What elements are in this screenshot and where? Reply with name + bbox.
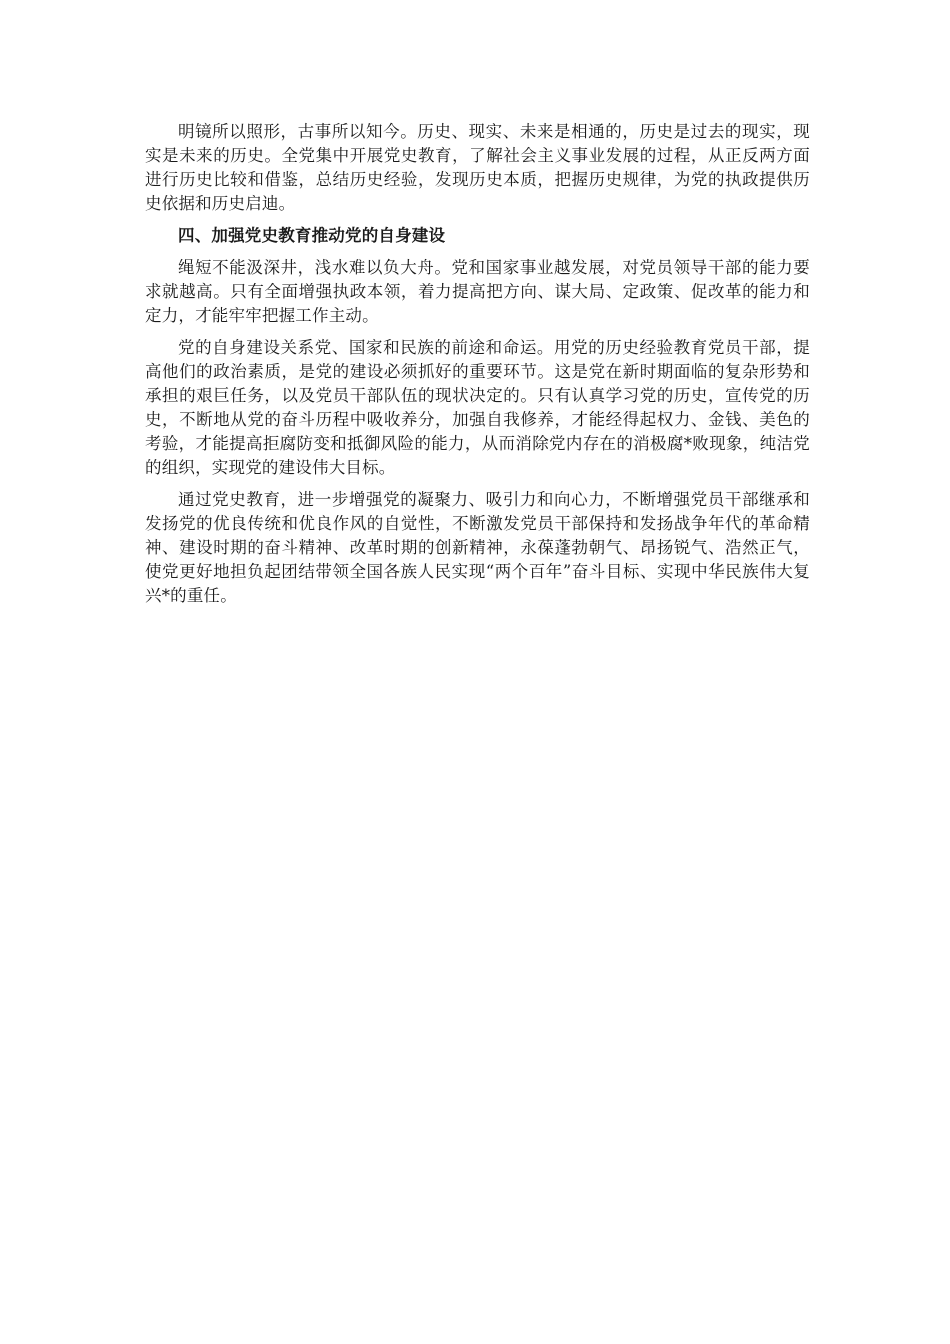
paragraph-self-building: 党的自身建设关系党、国家和民族的前途和命运。用党的历史经验教育党员干部，提高他们的政治素质，是党的建设必须抓好的重要环节。这是党在新时期面临的复杂形势和承担的艰巨任务，以及党员干部队伍的现状决定的。只有认真学习党的历史，宣传党的历史，不断地从党的奋斗历程中吸收养分，加强自我修养，才能经得起权力、金钱、美色的考验，才能提高拒腐防变和抵御风险的能力，从而消除党内存在的消极腐*败现象，纯洁党的组织，实现党的建设伟大目标。 <box>145 338 810 477</box>
paragraph-history-mirror: 明镜所以照形，古事所以知今。历史、现实、未来是相通的，历史是过去的现实，现实是未来的历史。全党集中开展党史教育，了解社会主义事业发展的过程，从正反两方面进行历史比较和借鉴，总结历史经验，发现历史本质，把握历史规律，为党的执政提供历史依据和历史启迪。 <box>145 122 810 213</box>
document-page <box>145 120 810 616</box>
paragraph-capability: 绳短不能汲深井，浅水难以负大舟。党和国家事业越发展，对党员领导干部的能力要求就越高。只有全面增强执政本领，着力提高把方向、谋大局、定政策、促改革的能力和定力，才能牢牢把握工作主动。 <box>145 258 810 325</box>
section-heading-four: 四、加强党史教育推动党的自身建设 <box>178 226 446 245</box>
paragraph-education-goal: 通过党史教育，进一步增强党的凝聚力、吸引力和向心力，不断增强党员干部继承和发扬党的优良传统和优良作风的自觉性，不断激发党员干部保持和发扬战争年代的革命精神、建设时期的奋斗精神、改革时期的创新精神，永葆蓬勃朝气、昂扬锐气、浩然正气，使党更好地担负起团结带领全国各族人民实现“两个百年”奋斗目标、实现中华民族伟大复兴*的重任。 <box>145 490 810 605</box>
